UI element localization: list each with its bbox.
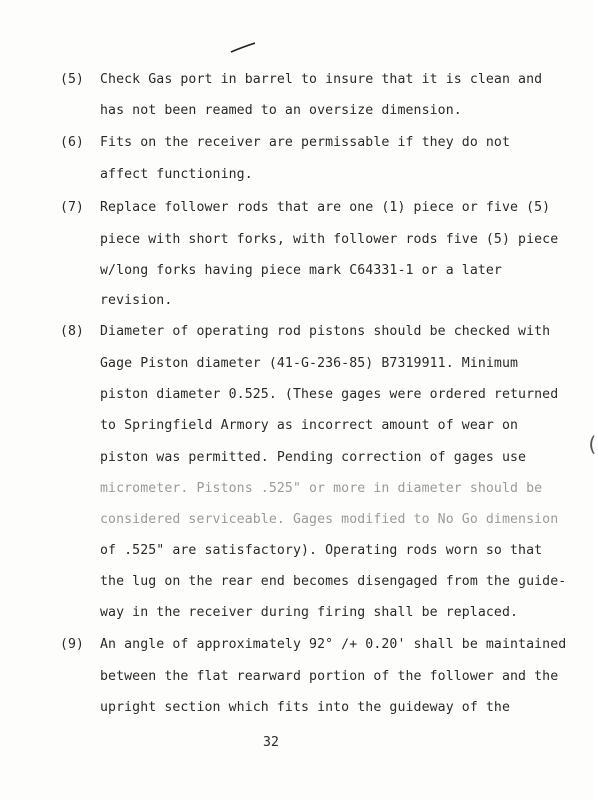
item-5-line-1: Check Gas port in barrel to insure that it is clean and — [100, 72, 543, 87]
item-7-line-2: piece with short forks, with follower rods five (5) piece — [100, 232, 559, 247]
item-8-line-1: Diameter of operating rod pistons should be checked with — [100, 324, 551, 339]
item-8-line-6: micrometer. Pistons .525" or more in diameter should be — [100, 481, 543, 496]
item-8-line-7: considered serviceable. Gages modified to No Go dimension — [100, 512, 559, 527]
item-9-line-3: upright section which fits into the guideway of the — [100, 700, 511, 715]
item-8-line-3: piston diameter 0.525. (These gages were ordered returned — [100, 387, 559, 402]
item-7-line-4: revision. — [100, 293, 173, 308]
page-number: 32 — [263, 735, 279, 750]
item-8-line-10: way in the receiver during firing shall be replaced. — [100, 605, 519, 620]
item-number-8: (8) — [60, 324, 84, 339]
pen-mark — [230, 40, 256, 54]
item-number-6: (6) — [60, 135, 84, 150]
item-8-line-2: Gage Piston diameter (41-G-236-85) B7319911. Minimum — [100, 356, 519, 371]
item-7-line-1: Replace follower rods that are one (1) piece or five (5) — [100, 200, 551, 215]
item-8-line-4: to Springfield Armory as incorrect amount of wear on — [100, 418, 519, 433]
item-number-7: (7) — [60, 200, 84, 215]
item-5-line-2: has not been reamed to an oversize dimension. — [100, 103, 462, 118]
item-number-5: (5) — [60, 72, 84, 87]
item-6-line-1: Fits on the receiver are permissable if they do not — [100, 135, 511, 150]
item-6-line-2: affect functioning. — [100, 167, 253, 182]
item-8-line-9: the lug on the rear end becomes disengaged from the guide- — [100, 574, 567, 589]
item-number-9: (9) — [60, 637, 84, 652]
item-8-line-8: of .525" are satisfactory). Operating rods worn so that — [100, 543, 543, 558]
item-9-line-2: between the flat rearward portion of the follower and the — [100, 669, 559, 684]
item-8-line-5: piston was permitted. Pending correction of gages use — [100, 450, 527, 465]
item-9-line-1: An angle of approximately 92° ∕+ 0.20' shall be maintained — [100, 637, 567, 652]
margin-mark: ( — [586, 432, 598, 456]
item-7-line-3: w/long forks having piece mark C64331-1 or a later — [100, 263, 502, 278]
